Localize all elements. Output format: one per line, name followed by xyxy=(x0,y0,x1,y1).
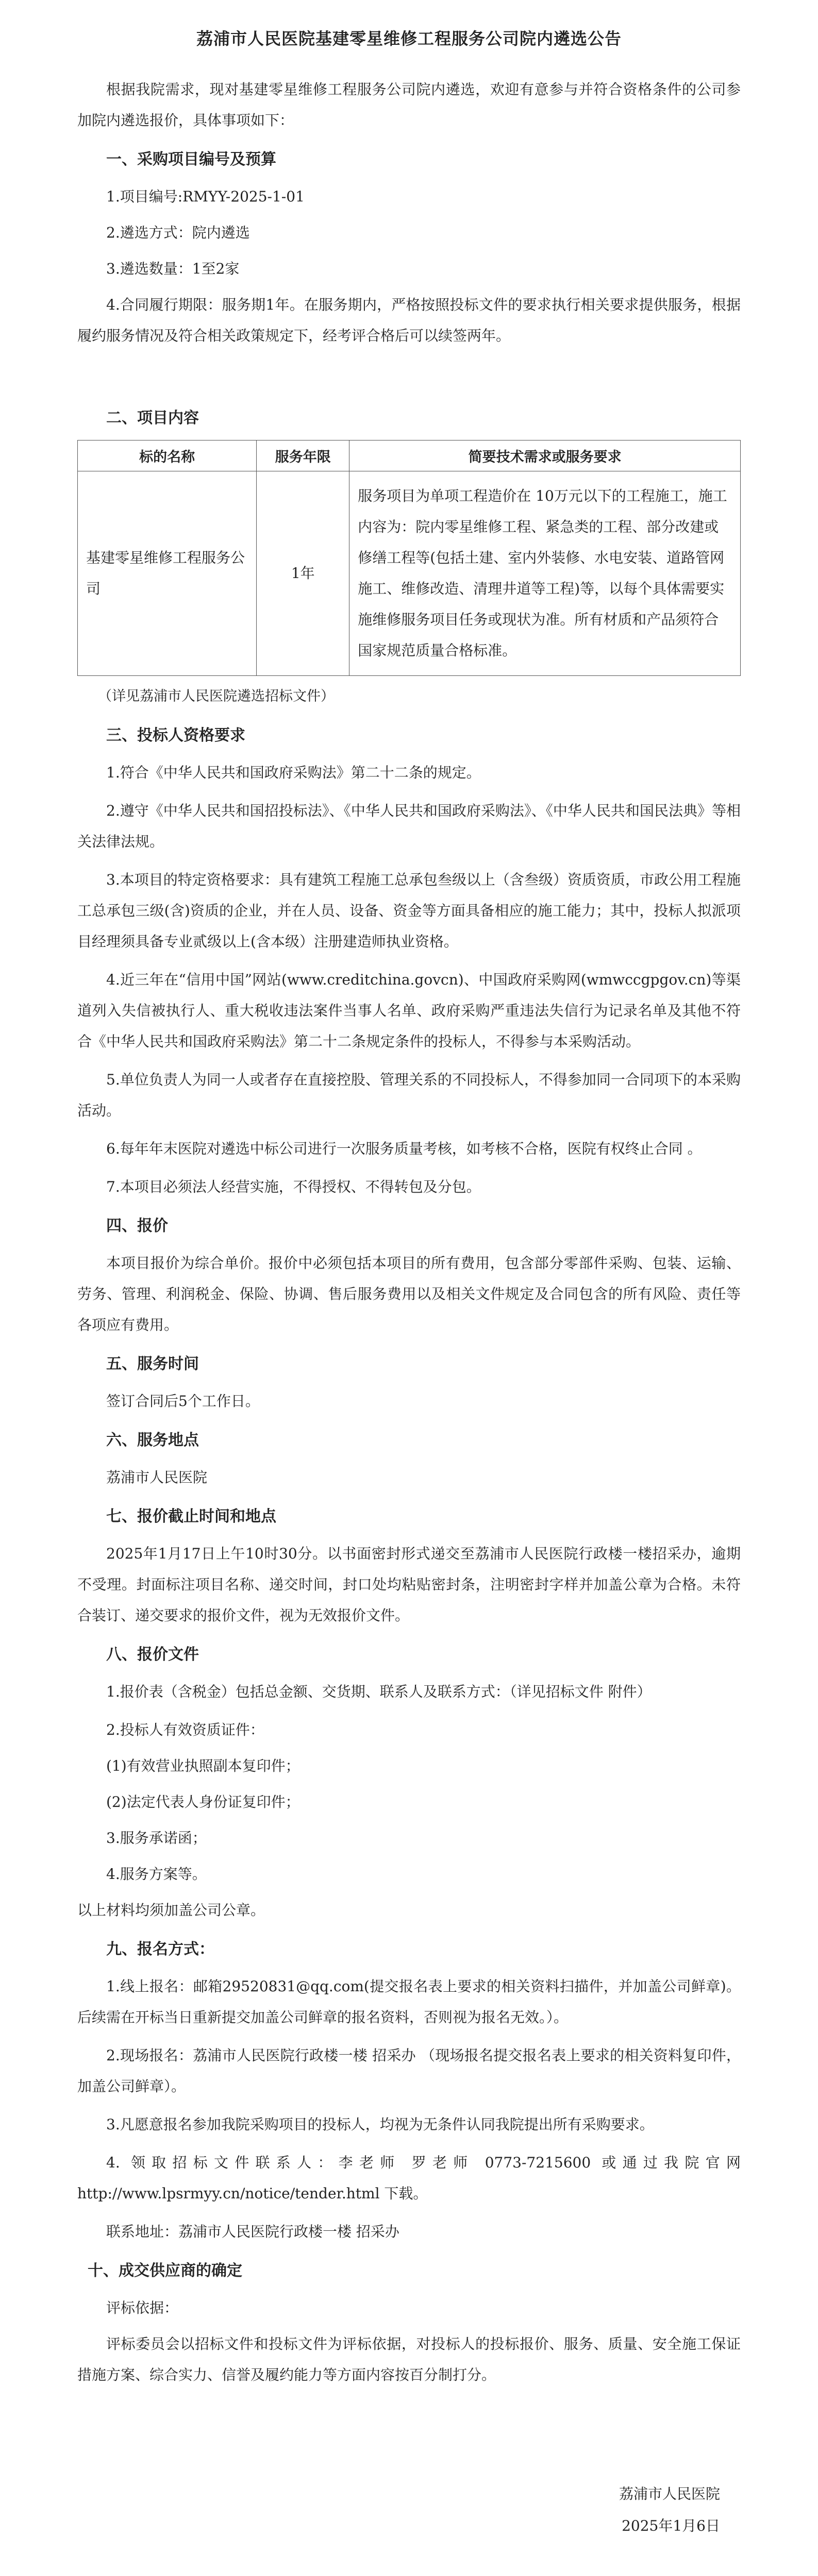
project-table xyxy=(77,440,741,676)
signature-org: 荔浦市人民医院 xyxy=(619,2485,720,2502)
s8-footer: 以上材料均须加盖公司公章。 xyxy=(77,1902,265,1919)
section-8-heading: 八、报价文件 xyxy=(106,1646,199,1664)
section-7-heading: 七、报价截止时间和地点 xyxy=(106,1507,276,1526)
s9-item-3: 3.凡愿意报名参加我院采购项目的投标人，均视为无条件认同我院提出所有采购要求。 xyxy=(106,2116,654,2133)
section-2-heading: 二、项目内容 xyxy=(106,409,199,427)
page-title: 荔浦市人民医院基建零星维修工程服务公司院内遴选公告 xyxy=(196,29,622,48)
s10-body: 评标委员会以招标文件和投标文件为评标依据，对投标人的投标报价、服务、质量、安全施工保证措施方案、综合实力、信誉及履约能力等方面内容按百分制打分。 xyxy=(77,2335,741,2383)
s3-item-5: 5.单位负责人为同一人或者存在直接控股、管理关系的不同投标人，不得参加同一合同项下的本采购活动。 xyxy=(77,1071,741,1119)
s8-item-1: 1.报价表（含税金）包括总金额、交货期、联系人及联系方式：（详见招标文件 附件） xyxy=(106,1683,652,1700)
s3-item-2: 2.遵守《中华人民共和国招投标法》、《中华人民共和国政府采购法》、《中华人民共和国民法典》等相关法律法规。 xyxy=(77,802,741,850)
s8-item-5: 3.服务承诺函； xyxy=(106,1829,207,1846)
table-header-row xyxy=(78,440,741,471)
s1-item-1: 1.项目编号:RMYY-2025-1-01 xyxy=(106,188,305,205)
s10-lead: 评标依据： xyxy=(106,2299,179,2316)
s3-item-7: 7.本项目必须法人经营实施，不得授权、不得转包及分包。 xyxy=(106,1178,481,1195)
s1-item-3: 3.遴选数量：1至2家 xyxy=(106,260,240,277)
s1-item-4: 4.合同履行期限：服务期1年。在服务期内，严格按照投标文件的要求执行相关要求提供服务，根据履约服务情况及符合相关政策规定下，经考评合格后可以续签两年。 xyxy=(77,296,741,344)
section-4-heading: 四、报价 xyxy=(106,1217,168,1235)
s7-body: 2025年1月17日上午10时30分。以书面密封形式递交至荔浦市人民医院行政楼一楼招采办，逾期不受理。封面标注项目名称、递交时间，封口处均粘贴密封条，注明密封字样并加盖公章为合格。未符合装订、递交要求的报价文件，视为无效报价文件。 xyxy=(77,1545,741,1624)
s8-item-2: 2.投标人有效资质证件： xyxy=(106,1721,264,1738)
s3-item-4: 4.近三年在“信用中国”网站(www.creditchina.govcn)、中国政府采购网(wmwccgpgov.cn)等渠道列入失信被执行人、重大税收违法案件当事人名单、政府采购严重违法失信行为记录名单及其他不符合《中华人民共和国政府采购法》第二十二条规定条件的投标人，不得参与本采购活动。 xyxy=(77,971,741,1050)
s3-item-1: 1.符合《中华人民共和国政府采购法》第二十二条的规定。 xyxy=(106,764,481,781)
section-spacer xyxy=(77,359,741,395)
s3-item-3: 3.本项目的特定资格要求：具有建筑工程施工总承包叁级以上（含叁级）资质资质，市政公用工程施工总承包三级(含)资质的企业，并在人员、设备、资金等方面具备相应的施工能力；其中，投标人拟派项目经理须具备专业贰级以上(含本级）注册建造师执业资格。 xyxy=(77,871,741,950)
s1-item-2: 2.遴选方式：院内遴选 xyxy=(106,224,250,241)
table-cell-name: 基建零星维修工程服务公司 xyxy=(78,471,257,676)
s4-body: 本项目报价为综合单价。报价中必须包括本项目的所有费用，包含部分零部件采购、包装、运输、劳务、管理、利润税金、保险、协调、售后服务费用以及相关文件规定及合同包含的所有风险、责任等各项应有费用。 xyxy=(77,1255,741,1333)
s8-item-6: 4.服务方案等。 xyxy=(106,1866,207,1883)
section-6-heading: 六、服务地点 xyxy=(106,1431,199,1449)
s3-item-6: 6.每年年末医院对遴选中标公司进行一次服务质量考核，如考核不合格，医院有权终止合同 。 xyxy=(106,1140,702,1157)
s6-body: 荔浦市人民医院 xyxy=(106,1469,208,1486)
s8-item-4: (2)法定代表人身份证复印件； xyxy=(106,1793,300,1810)
section-10-heading: 十、成交供应商的确定 xyxy=(88,2262,242,2280)
s8-item-3: (1)有效营业执照副本复印件； xyxy=(106,1757,300,1774)
table-note: （详见荔浦市人民医院遴选招标文件） xyxy=(98,688,335,704)
intro-paragraph: 根据我院需求，现对基建零星维修工程服务公司院内遴选，欢迎有意参与并符合资格条件的公司参加院内遴选报价，具体事项如下： xyxy=(77,81,741,129)
table-cell-requirement: 服务项目为单项工程造价在 10万元以下的工程施工，施工内容为：院内零星维修工程、紧急类的工程、部分改建或修缮工程等(包括土建、室内外装修、水电安装、道路管网施工、维修改造、清理井道等工程)等，以每个具体需要实施维修服务项目任务或现状为准。所有材质和产品须符合国家规范质量合格标准。 xyxy=(349,471,741,676)
section-3-heading: 三、投标人资格要求 xyxy=(106,726,245,744)
table-header-name: 标的名称 xyxy=(78,440,257,471)
signature-block xyxy=(77,2478,741,2542)
signature-date: 2025年1月6日 xyxy=(622,2517,720,2534)
section-9-heading: 九、报名方式： xyxy=(106,1940,214,1958)
section-5-heading: 五、服务时间 xyxy=(106,1355,199,1373)
table-cell-period: 1年 xyxy=(257,471,349,676)
s5-body: 签订合同后5个工作日。 xyxy=(106,1393,260,1410)
s9-item-4: 4. 领取招标文件联系人：李老师 罗老师 0773-7215600 或通过我院官网http://www.lpsrmyy.cn/notice/tender.html 下载。 xyxy=(77,2154,741,2202)
section-1-heading: 一、采购项目编号及预算 xyxy=(106,150,276,168)
table-header-requirement: 简要技术需求或服务要求 xyxy=(349,440,741,471)
s9-contact: 联系地址：荔浦市人民医院行政楼一楼 招采办 xyxy=(106,2223,399,2240)
s9-item-2: 2.现场报名：荔浦市人民医院行政楼一楼 招采办 （现场报名提交报名表上要求的相关资料复印件，加盖公司鲜章）。 xyxy=(77,2047,741,2095)
s9-item-1: 1.线上报名：邮箱29520831@qq.com(提交报名表上要求的相关资料扫描件，并加盖公司鲜章)。后续需在开标当日重新提交加盖公司鲜章的报名资料，否则视为报名无效。）。 xyxy=(77,1978,741,2026)
table-header-period: 服务年限 xyxy=(257,440,349,471)
table-row xyxy=(78,471,741,676)
